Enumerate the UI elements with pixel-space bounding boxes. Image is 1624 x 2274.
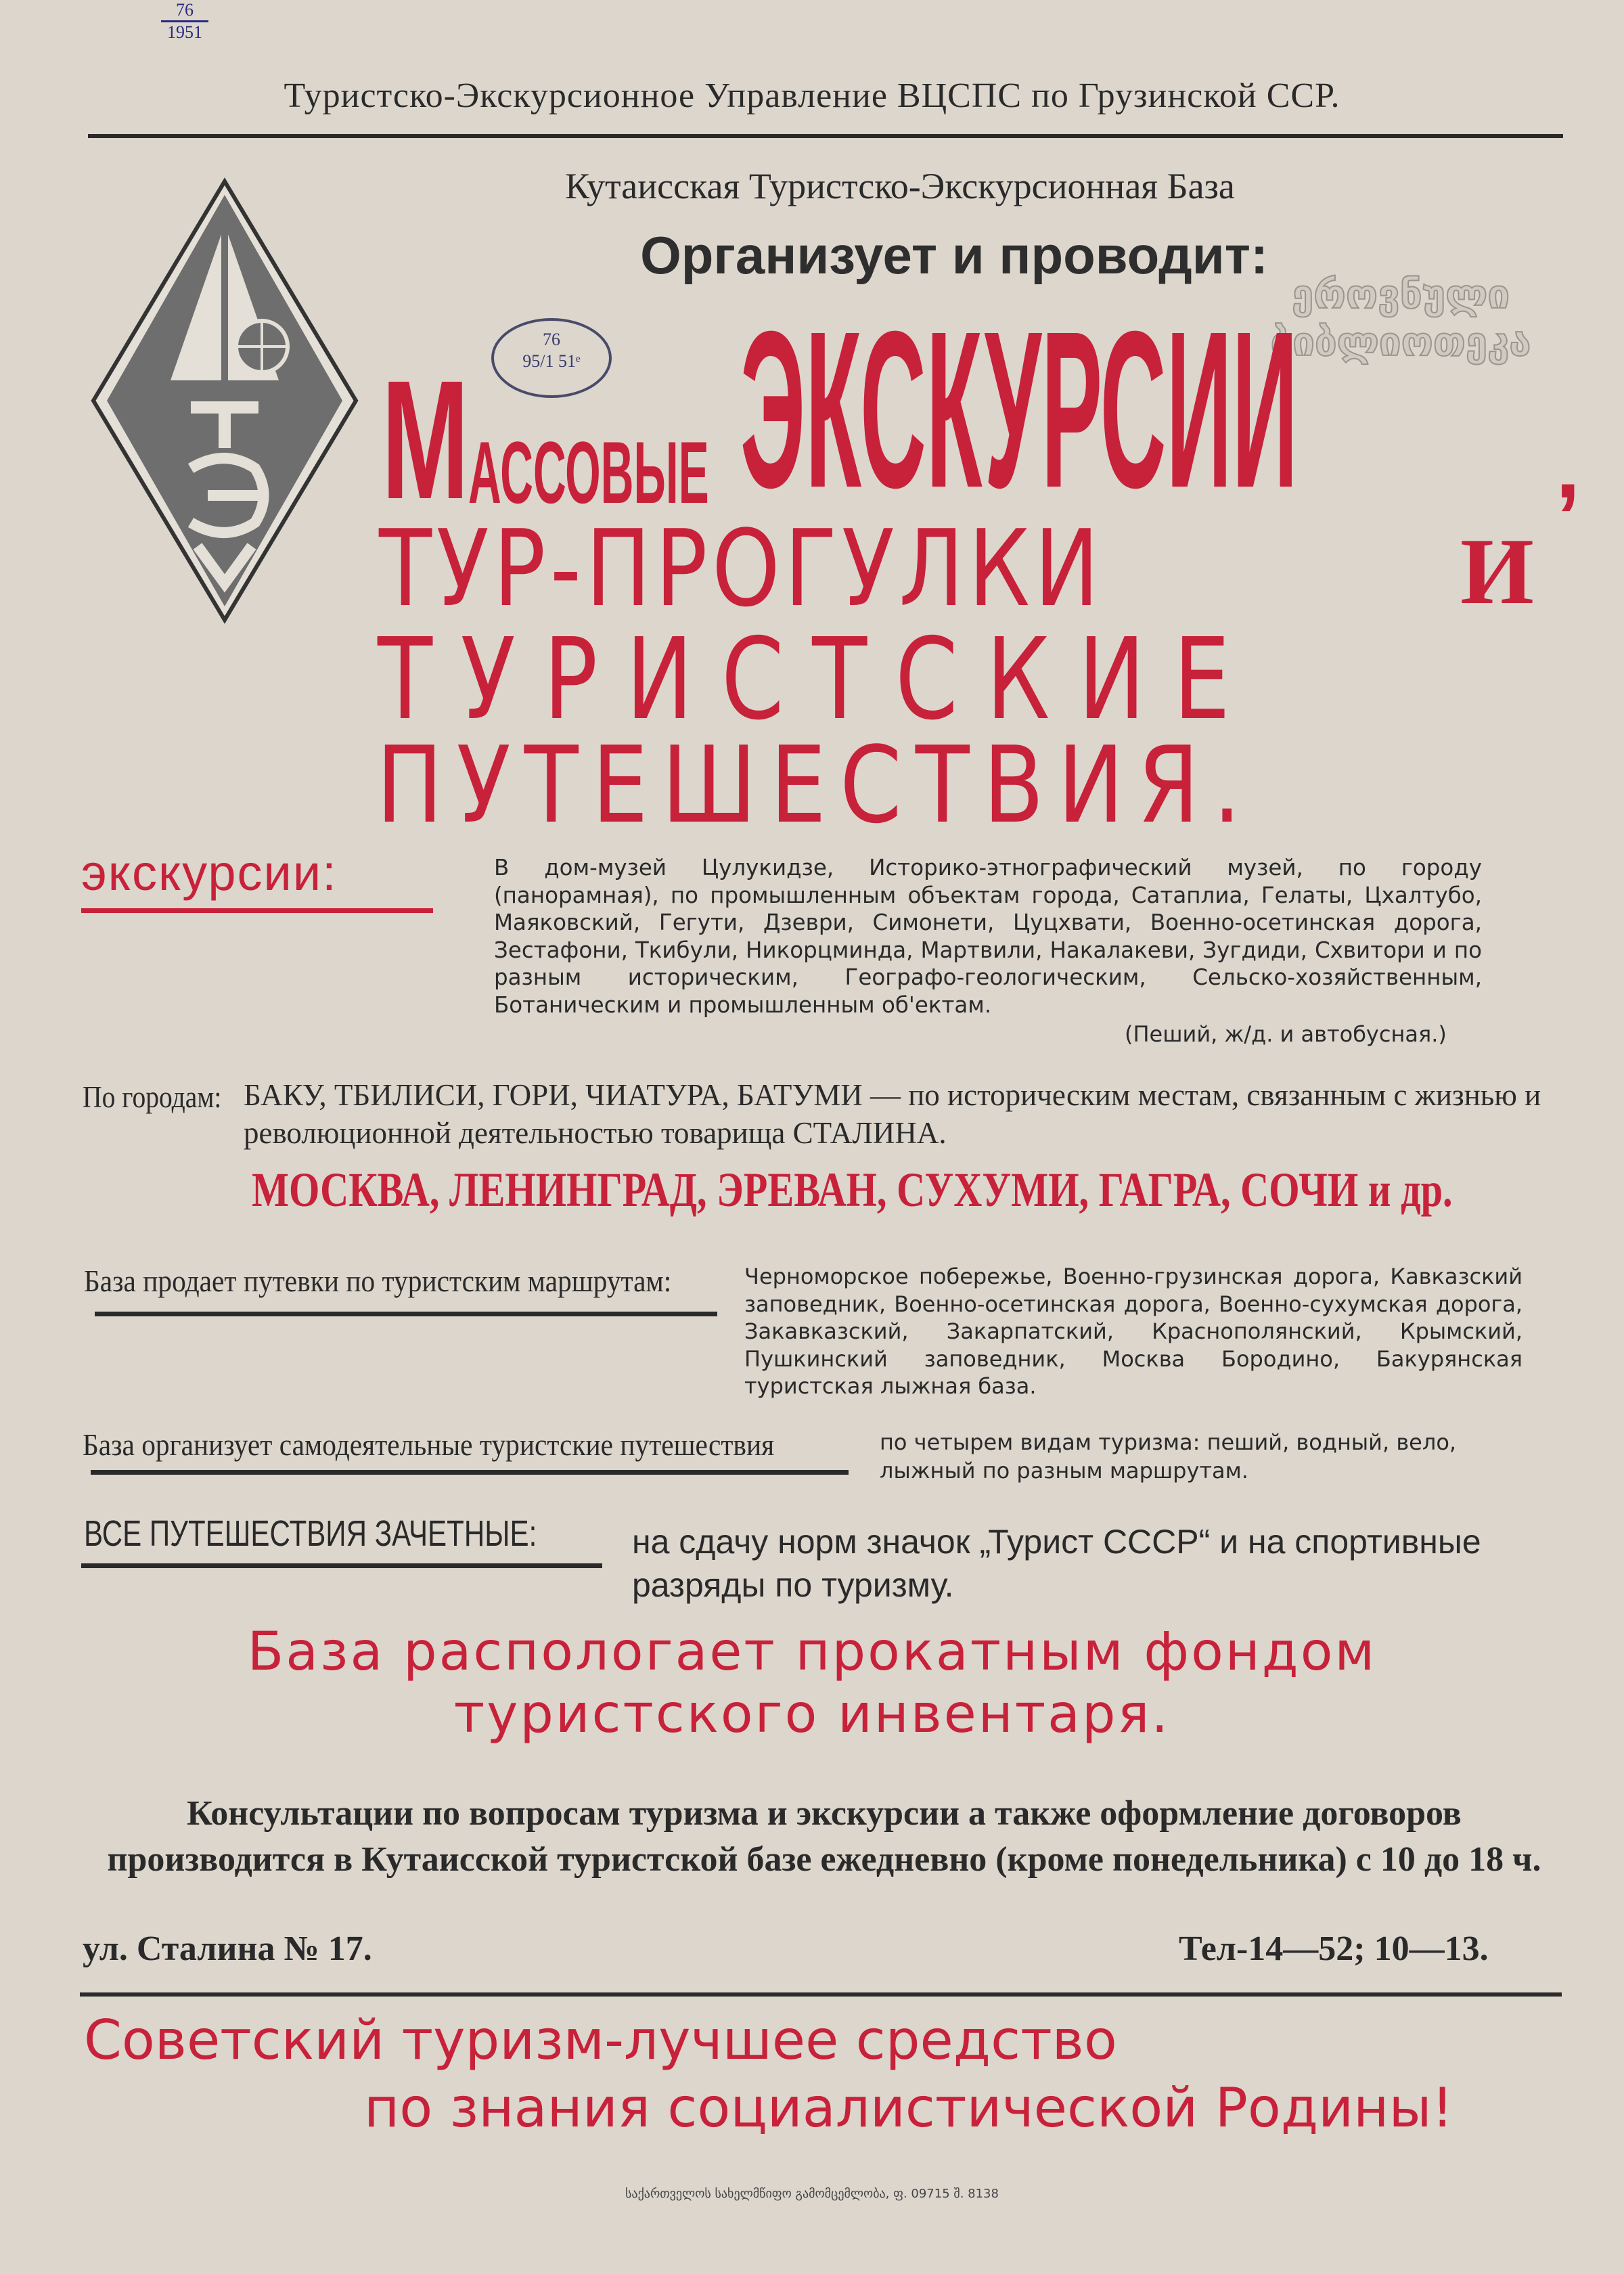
printer-imprint: საქართველოს სახელმწიფო გამომცემლობა, ფ. 09715 შ. 8138 <box>625 2187 999 2201</box>
consult-text: Консультации по вопросам туризма и экскурсии а также оформление договоров производится в Кутаисской туристской базе ежедневно (кроме понедельника) с 10 до 18 ч. <box>107 1794 1541 1879</box>
ministry-line: Туристско-Экскурсионное Управление ВЦСПС по Грузинской ССР. <box>284 76 1340 115</box>
organizes-heading: Организует и проводит: <box>640 225 1268 285</box>
slogan-line1: Советский туризм-лучшее средство <box>84 2009 1117 2072</box>
amateur-text: по четырем видам туризма: пеший, водный, вело, лыжный по разным маршрутам. <box>880 1429 1457 1484</box>
vouchers-label: База продает путевки по туристским маршрутам: <box>84 1264 672 1298</box>
excursions-note: (Пеший, ж/д. и автобусная.) <box>1125 1021 1447 1047</box>
base-name: Кутаисская Туристско-Экскурсионная База <box>565 166 1235 206</box>
headline-and: И <box>1460 519 1534 624</box>
headline-line2 <box>379 507 1570 630</box>
ink-stamp-line1: 76 <box>543 330 560 349</box>
headline-cap-m: М <box>382 345 470 534</box>
cities-text: БАКУ, ТБИЛИСИ, ГОРИ, ЧИАТУРА, БАТУМИ — по историческим местам, связанным с жизнью и революционной деятельностью товарища СТАЛИНА. <box>244 1078 1541 1150</box>
credit-text: на сдачу норм значок „Турист СССР“ и на спортивные разряды по туризму. <box>632 1523 1481 1604</box>
excursions-label: экскурсии: <box>81 845 338 901</box>
cities-red-line: МОСКВА, ЛЕНИНГРАД, ЭРЕВАН, СУХУМИ, ГАГРА, СОЧИ и др. <box>252 1163 1453 1217</box>
vouchers-text: Черноморское побережье, Военно-грузинская дорога, Кавказский заповедник, Военно-осетинская дорога, Военно-сухумская дорога, Закавказский, Закарпатский, Краснополянский, Крымский, Пушкинский заповедник, Москва Бородино, Бакурянская туристская лыжная база. <box>744 1264 1522 1399</box>
library-stamp-line1: ეროვნული <box>1291 271 1510 317</box>
headline-massovye: АССОВЫЕ <box>468 423 709 522</box>
archive-mark-number: 76 <box>176 0 194 20</box>
headline-tur-progulki: ТУР-ПРОГУЛКИ <box>379 507 1104 630</box>
excursions-text: В дом-музей Цулукидзе, Историко-этнографический музей, по городу (панорамная), по промышленным объектам города, Сатаплиа, Гелаты, Цхалтубо, Маяковский, Гегути, Дзеври, Симонети, Цуцхвати, Военно-осетинская дорога, Зестафони, Ткибули, Никорцминда, Мартвили, Накалакеви, Зугдиди, Схвитори и по разным историческим, Географо-геологическим, Сельско-хозяйственным, Ботаническим и промышленным об'ектам. <box>494 855 1482 1018</box>
library-stamp-line2: ბიბლიოთეკა <box>1270 319 1531 365</box>
vouchers-underline <box>95 1312 717 1316</box>
amateur-label: База организует самодеятельные туристские путешествия <box>83 1427 775 1462</box>
top-rule <box>88 134 1563 138</box>
headline-ekskursii: ЭКСКУРСИИ <box>740 284 1298 534</box>
cities-label: По городам: <box>83 1079 222 1114</box>
archive-mark <box>154 0 215 43</box>
ink-stamp-line2: 95/1 51ᵉ <box>522 351 581 371</box>
credit-underline <box>81 1563 602 1568</box>
consult-address: ул. Сталина № 17. <box>83 1930 372 1968</box>
tourist-logo <box>89 177 360 624</box>
bottom-rule <box>80 1992 1562 1997</box>
archive-mark-year: 1951 <box>167 22 202 42</box>
headline-puteshestviya: ПУТЕШЕСТВИЯ. <box>376 723 1255 847</box>
consult-phone: Тел-14—52; 10—13. <box>1179 1930 1489 1968</box>
rental-line2: туристского инвентаря. <box>453 1684 1171 1745</box>
headline-comma: , <box>1556 418 1581 516</box>
excursions-underline <box>81 908 433 913</box>
rental-line1: База распологает прокатным фондом <box>247 1622 1377 1682</box>
headline-turistskie: ТУРИСТСКИЕ <box>378 615 1259 745</box>
diamond-logo-icon <box>89 177 360 624</box>
amateur-underline <box>91 1470 849 1475</box>
credit-label: ВСЕ ПУТЕШЕСТВИЯ ЗАЧЕТНЫЕ: <box>84 1513 537 1554</box>
slogan-line2: по знания социалистической Родины! <box>364 2076 1453 2139</box>
